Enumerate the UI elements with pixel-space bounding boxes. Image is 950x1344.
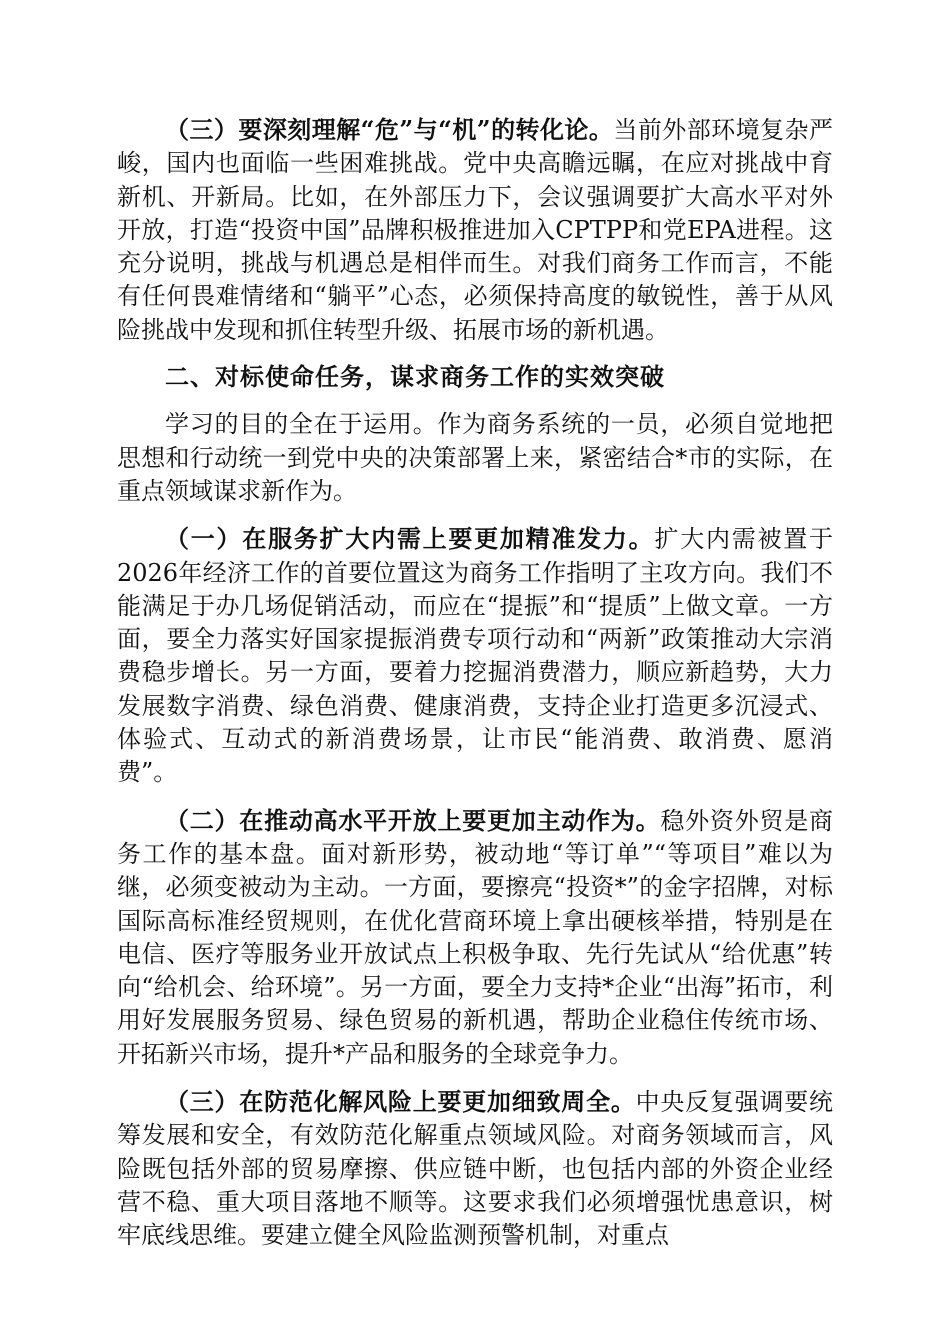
paragraph-domestic-demand bbox=[117, 522, 833, 789]
paragraph-body: 扩大内需被置于2026年经济工作的首要位置这为商务工作指明了主攻方向。我们不能满足于办几场促销活动，而应在“提振”和“提质”上做文章。一方面，要全力落实好国家提振消费专项行动和“两新”政策推动大宗消费稳步增长。另一方面，要着力挖掘消费潜力，顺应新趋势，大力发展数字消费、绿色消费、健康消费，支持企业打造更多沉浸式、体验式、互动式的新消费场景，让市民“能消费、敢消费、愿消费”。 bbox=[117, 525, 834, 787]
section-heading-two: 二、对标使命任务，谋求商务工作的实效突破 bbox=[165, 363, 665, 392]
paragraph-intro: 学习的目的全在于运用。作为商务系统的一员，必须自觉地把思想和行动统一到党中央的决策部署上来，紧密结合*市的实际，在重点领域谋求新作为。 bbox=[117, 410, 833, 505]
document-page bbox=[117, 113, 833, 1253]
paragraph-lead: （二）在推动高水平开放上要更加主动作为。 bbox=[165, 805, 661, 835]
paragraph-transform-theory bbox=[117, 113, 833, 347]
paragraph-lead: （一）在服务扩大内需上要更加精准发力。 bbox=[165, 524, 655, 554]
paragraph-body: 中央反复强调要统筹发展和安全，有效防范化解重点领域风险。对商务领域而言，风险既包括外部的贸易摩擦、供应链中断，也包括内部的外资企业经营不稳、重大项目落地不顺等。这要求我们必须增强忧患意识，树牢底线思维。要建立健全风险监测预警机制，对重点 bbox=[117, 1088, 834, 1250]
paragraph-opening-up bbox=[117, 804, 833, 1071]
paragraph-risk-prevention bbox=[117, 1085, 833, 1252]
paragraph-body: 当前外部环境复杂严峻，国内也面临一些困难挑战。党中央高瞻远瞩，在应对挑战中育新机、开新局。比如，在外部压力下，会议强调要扩大高水平对外开放，打造“投资中国”品牌积极推进加入CPTPP和党EPA进程。这充分说明，挑战与机遇总是相伴而生。对我们商务工作而言，不能有任何畏难情绪和“躺平”心态，必须保持高度的敏锐性，善于从风险挑战中发现和抓住转型升级、拓展市场的新机遇。 bbox=[117, 116, 834, 344]
paragraph-lead: （三）要深刻理解“危”与“机”的转化论。 bbox=[165, 115, 614, 144]
paragraph-body: 稳外资外贸是商务工作的基本盘。面对新形势，被动地“等订单”“等项目”难以为继，必须变被动为主动。一方面，要擦亮“投资*”的金字招牌，对标国际高标准经贸规则，在优化营商环境上拿出硬核举措，特别是在电信、医疗等服务业开放试点上积极争取、先行先试从“给优惠”转向“给机会、给环境”。另一方面，要全力支持*企业“出海”拓市，利用好发展服务贸易、绿色贸易的新机遇，帮助企业稳住传统市场、开拓新兴市场，提升*产品和服务的全球竞争力。 bbox=[117, 806, 834, 1068]
paragraph-lead: （三）在防范化解风险上要更加细致周全。 bbox=[165, 1087, 636, 1117]
